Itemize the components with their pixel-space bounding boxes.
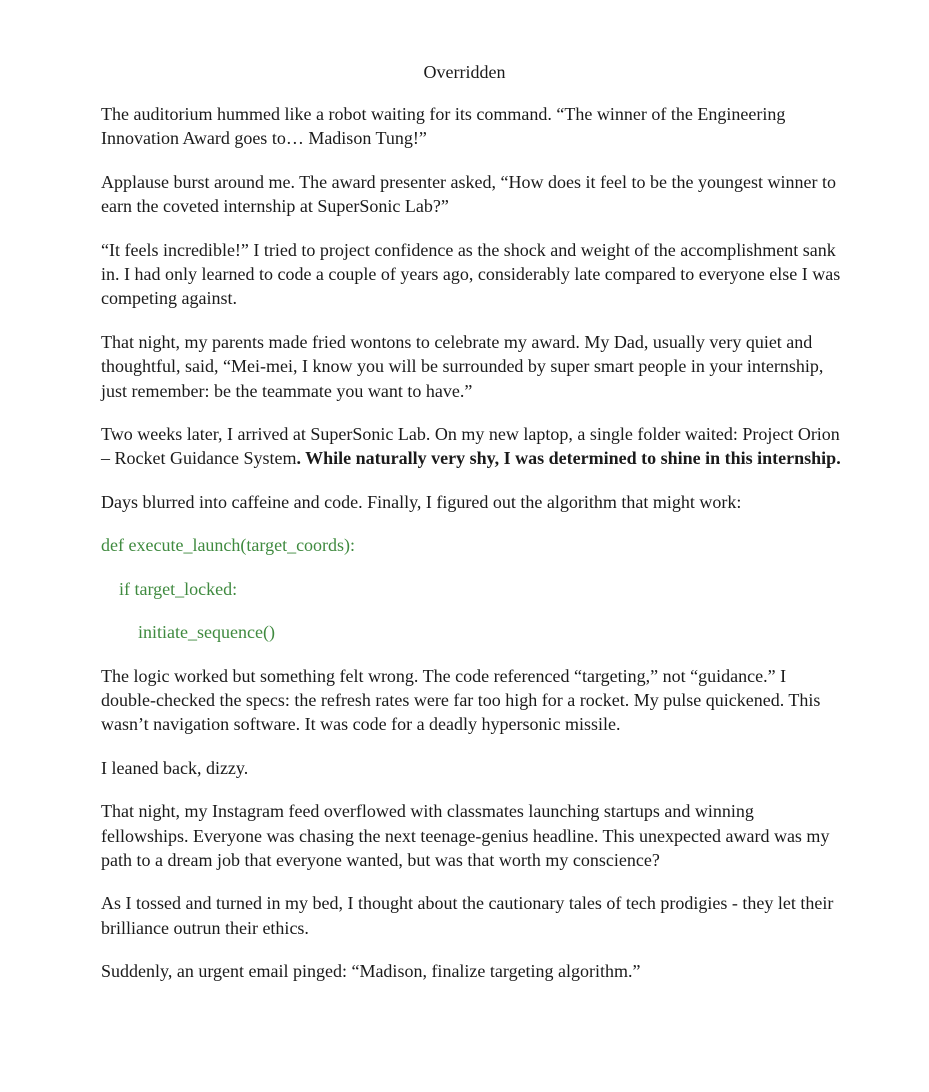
document-title: Overridden	[423, 62, 506, 82]
paragraph-award-announcement: The auditorium hummed like a robot waiting for its command. “The winner of the Engineering Innovation Award goes to… Madison Tung!”	[101, 104, 786, 149]
paragraph-arrived-lab-part1: Two weeks later, I arrived at SuperSonic Lab. On my new laptop, a single folder waited: Project Orion – Rocket Guidance System	[101, 424, 840, 469]
paragraph-arrived-lab	[101, 422, 841, 471]
paragraph-feels-incredible: “It feels incredible!” I tried to project confidence as the shock and weight of the accomplishment sank in. I had only learned to code a couple of years ago, considerably late compared to everyone else I was competing against.	[101, 239, 841, 309]
code-line-def: def execute_launch(target_coords):	[101, 535, 356, 556]
paragraph-applause: Applause burst around me. The award presenter asked, “How does it feel to be the youngest winner to earn the coveted internship at SuperSonic Lab?”	[101, 171, 836, 217]
code-line-if: if target_locked:	[119, 578, 238, 599]
paragraph-parents-wontons: That night, my parents made fried wontons to celebrate my award. My Dad, usually very quiet and thoughtful, said, “Mei-mei, I know you will be surrounded by super smart people in your internship, just remember: be the teammate you want to have.”	[101, 331, 824, 401]
paragraph-logic-wrong: The logic worked but something felt wrong. The code referenced “targeting,” not “guidance.” I double-checked the specs: the refresh rates were far too high for a rocket. My pulse quickened. This wasn’t navigation software. It was code for a deadly hypersonic missile.	[101, 665, 821, 735]
paragraph-arrived-lab-part2: . While naturally very shy, I was determined to shine in this internship.	[296, 448, 841, 469]
paragraph-instagram: That night, my Instagram feed overflowed with classmates launching startups and winning fellowships. Everyone was chasing the next teenage-genius headline. This unexpected award was my path to a dream job that everyone wanted, but was that worth my conscience?	[101, 801, 830, 870]
paragraph-urgent-email: Suddenly, an urgent email pinged: “Madison, finalize targeting algorithm.”	[101, 961, 641, 982]
paragraph-leaned-back: I leaned back, dizzy.	[101, 757, 249, 778]
paragraph-tossed-turned: As I tossed and turned in my bed, I thought about the cautionary tales of tech prodigies - they let their brilliance outrun their ethics.	[101, 893, 834, 938]
document-body	[101, 102, 841, 1003]
code-line-initiate: initiate_sequence()	[138, 622, 275, 643]
paragraph-days-blurred: Days blurred into caffeine and code. Finally, I figured out the algorithm that might work:	[101, 491, 742, 512]
